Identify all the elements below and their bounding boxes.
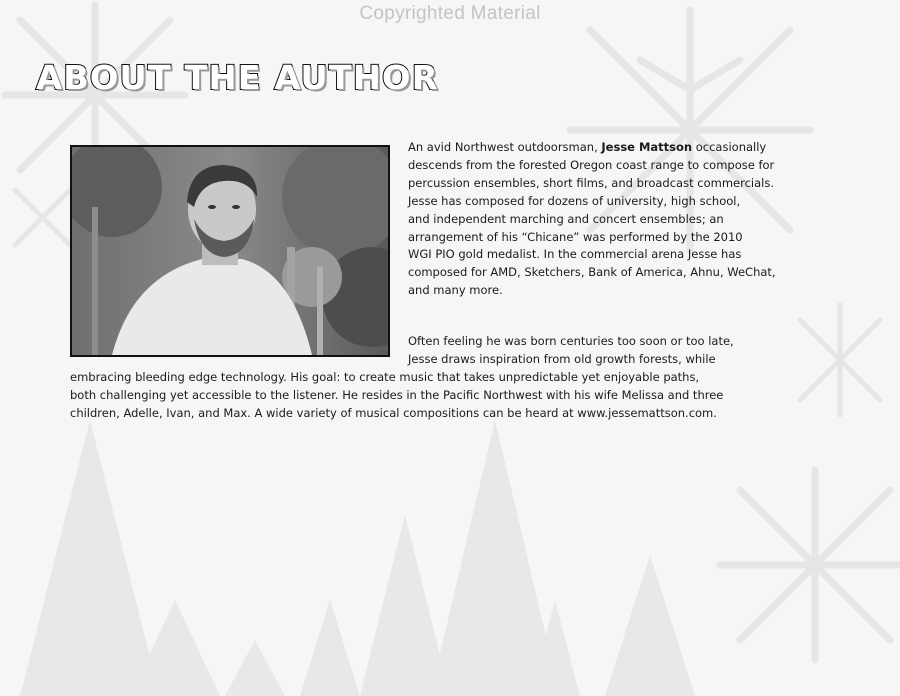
author-portrait-image: [72, 147, 388, 355]
bio-paragraph-2: [408, 333, 828, 369]
bio-line: descends from the forested Oregon coast range to compose for: [408, 157, 775, 172]
bio-line: Jesse has composed for dozens of university, high school,: [408, 193, 741, 208]
bio-paragraph-1: [408, 139, 833, 300]
bio-line: embracing bleeding edge technology. His goal: to create music that takes unpredictable yet enjoyable paths,: [70, 370, 700, 384]
copyright-watermark: Copyrighted Material: [359, 3, 541, 24]
author-photo: [70, 145, 390, 357]
bio-line: and many more.: [408, 283, 503, 298]
tree-shape: [225, 640, 285, 696]
snowflake-icon: [720, 470, 900, 660]
author-name: Jesse Mattson: [601, 140, 693, 154]
bio-line: and independent marching and concert ensembles; an: [408, 211, 724, 226]
bio-text: occasionally: [692, 140, 767, 154]
bio-line: arrangement of his “Chicane” was performed by the 2010: [408, 229, 743, 244]
bio-line: Jesse draws inspiration from old growth forests, while: [408, 351, 716, 366]
bio-line: Often feeling he was born centuries too soon or too late,: [408, 334, 734, 348]
bio-text: An avid Northwest outdoorsman,: [408, 140, 602, 154]
tree-shape: [300, 600, 360, 696]
bio-line: [408, 139, 833, 157]
bio-line: children, Adelle, Ivan, and Max. A wide variety of musical compositions can be heard at www.jessemattson.com.: [70, 405, 717, 420]
tree-shape: [430, 420, 560, 696]
bio-line: both challenging yet accessible to the listener. He resides in the Pacific Northwest with his wife Melissa and three: [70, 387, 724, 402]
tree-shape: [20, 420, 160, 696]
bio-line: composed for AMD, Sketchers, Bank of America, Ahnu, WeChat,: [408, 265, 776, 280]
bio-line: WGI PIO gold medalist. In the commercial arena Jesse has: [408, 247, 742, 262]
tree-shape: [605, 555, 695, 696]
bio-paragraph-3: [70, 369, 840, 423]
snowflake-icon: [15, 190, 70, 245]
bio-line: percussion ensembles, short films, and broadcast commercials.: [408, 175, 774, 190]
page-title: ABOUT THE AUTHOR: [36, 58, 439, 97]
